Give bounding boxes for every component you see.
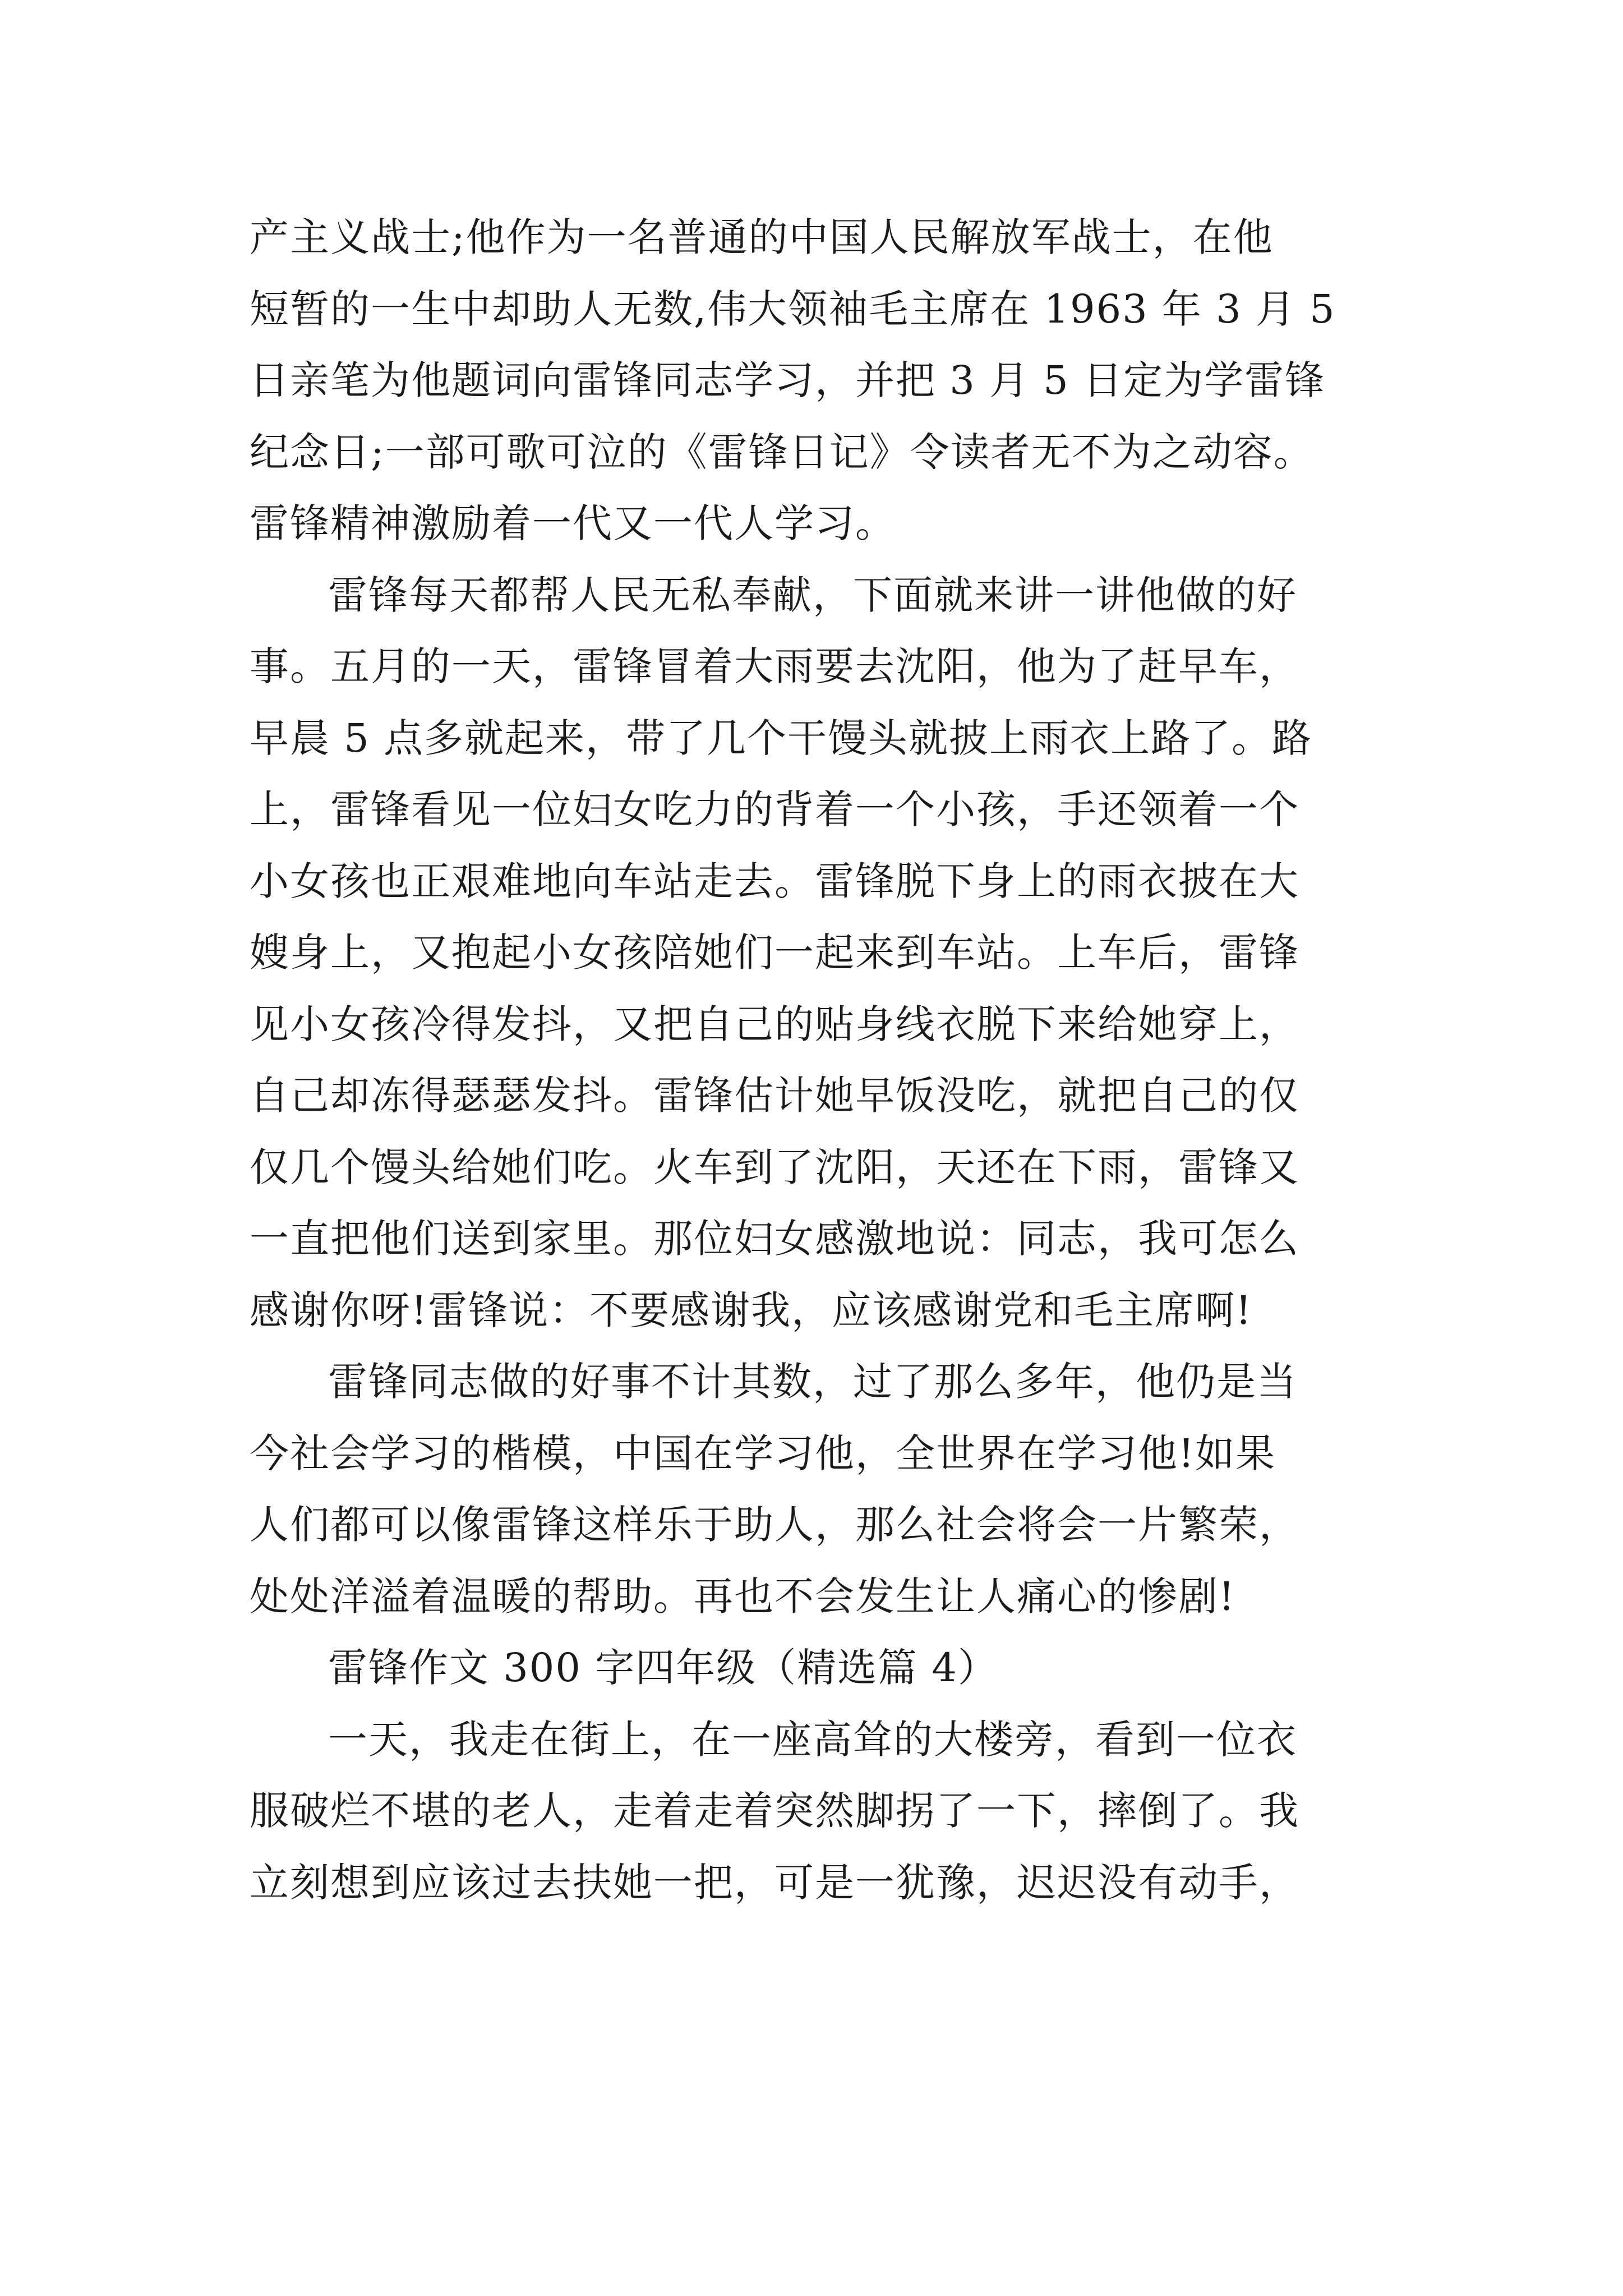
text-line-3: 日亲笔为他题词向雷锋同志学习，并把 3 月 5 日定为学雷锋 [250,357,1326,403]
text-line-13: 自己却冻得瑟瑟发抖。雷锋估计她早饭没吃，就把自己的仅 [250,1073,1299,1119]
paragraph-start-line: 一天，我走在街上，在一座高耸的大楼旁，看到一位衣 [328,1716,1297,1763]
text-line-11: 嫂身上，又抱起小女孩陪她们一起来到车站。上车后，雷锋 [250,930,1299,976]
text-line-5: 雷锋精神激励着一代又一代人学习。 [250,500,896,546]
text-line-14: 仅几个馒头给她们吃。火车到了沈阳，天还在下雨，雷锋又 [250,1144,1299,1190]
text-line-1: 产主义战士;他作为一名普通的中国人民解放军战士，在他 [250,214,1274,260]
section-heading: 雷锋作文 300 字四年级（精选篇 4） [328,1645,998,1691]
text-line-8: 早晨 5 点多就起来，带了几个干馒头就披上雨衣上路了。路 [250,715,1313,761]
text-line-9: 上，雷锋看见一位妇女吃力的背着一个小孩，手还领着一个 [250,786,1299,832]
text-line-20: 处处洋溢着温暖的帮助。再也不会发生让人痛心的惨剧! [250,1573,1236,1619]
text-line-23: 服破烂不堪的老人，走着走着突然脚拐了一下，摔倒了。我 [250,1788,1299,1834]
text-line-18: 今社会学习的楷模，中国在学习他，全世界在学习他!如果 [250,1430,1276,1476]
text-line-24: 立刻想到应该过去扶她一把，可是一犹豫，迟迟没有动手， [250,1859,1299,1906]
body-text [250,202,1394,1918]
text-line-2: 短暂的一生中却助人无数,伟大领袖毛主席在 1963 年 3 月 5 [250,286,1336,332]
text-line-12: 见小女孩冷得发抖，又把自己的贴身线衣脱下来给她穿上， [250,1001,1299,1047]
text-line-4: 纪念日;一部可歌可泣的《雷锋日记》令读者无不为之动容。 [250,429,1314,475]
text-line-19: 人们都可以像雷锋这样乐于助人，那么社会将会一片繁荣， [250,1502,1299,1548]
paragraph-start-line: 雷锋每天都帮人民无私奉献，下面就来讲一讲他做的好 [328,572,1297,618]
paragraph-start-line: 雷锋同志做的好事不计其数，过了那么多年，他仍是当 [328,1359,1297,1405]
text-line-15: 一直把他们送到家里。那位妇女感激地说：同志，我可怎么 [250,1216,1299,1262]
text-line-7: 事。五月的一天，雷锋冒着大雨要去沈阳，他为了赶早车， [250,643,1299,689]
text-line-16: 感谢你呀!雷锋说：不要感谢我，应该感谢党和毛主席啊! [250,1287,1253,1333]
text-line-10: 小女孩也正艰难地向车站走去。雷锋脱下身上的雨衣披在大 [250,858,1299,904]
